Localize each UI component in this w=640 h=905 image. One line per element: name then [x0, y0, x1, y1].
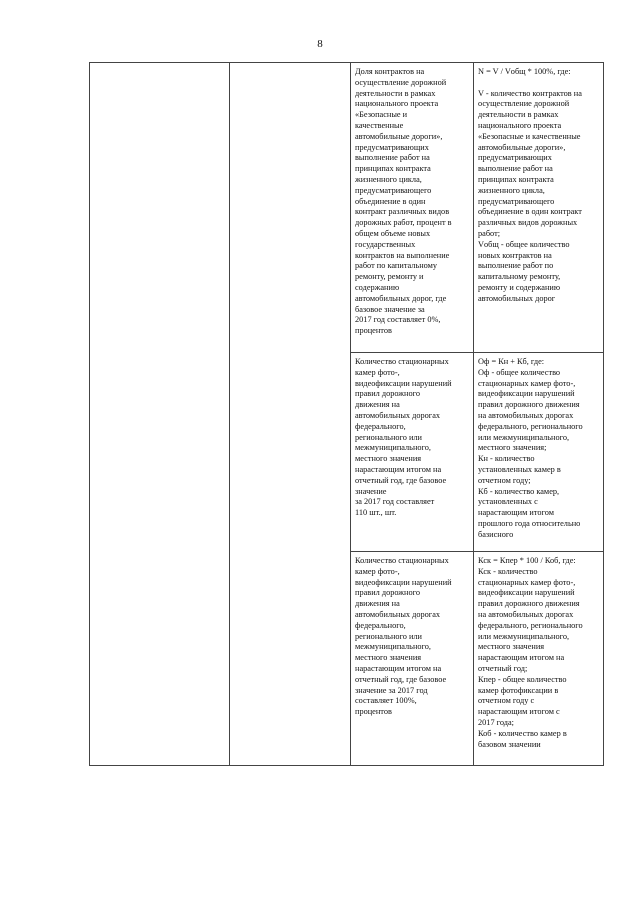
formula-cell [474, 63, 604, 353]
formula-text: N = V / Vобщ * 100%, где: V - количество контрактов на осуществление дорожной деятельности в рамках национального проекта «Безопасные и качественные автомобильные дороги», предусматривающих выполнение работ на принципах контракта жизненного цикла, предусматривающего объединение в один контракт различных видов дорожных работ; Vобщ - общее количество новых контрактов на выполнение работ по капитальному ремонту, ремонту и содержанию автомобильных дорог [478, 67, 582, 303]
empty-cell-col2 [230, 63, 351, 766]
indicator-text: Количество стационарных камер фото-, видеофиксации нарушений правил дорожного движения на автомобильных дорогах федерального, регионального или межмуниципального, местного значения нарастающим итогом на отчетный год, где базовое значение за 2017 год составляет 100%, процентов [355, 556, 452, 717]
formula-cell [474, 552, 604, 766]
indicator-cell [351, 63, 474, 353]
formula-text: Кск = Кпер * 100 / Коб, где: Кск - количество стационарных камер фото-, видеофиксации нарушений правил дорожного движения на автомобильных дорогах федерального, регионального или межмуниципального, местного значения нарастающим итогом на отчетный год; Кпер - общее количество камер фотофиксации в отчетном году с нарастающим итогом с 2017 года; Коб - количество камер в базовом значении [478, 556, 583, 749]
page-number: 8 [317, 38, 323, 50]
indicator-text: Количество стационарных камер фото-, видеофиксации нарушений правил дорожного движения на автомобильных дорогах федерального, регионального или межмуниципального, местного значения нарастающим итогом на отчетный год, где базовое значение за 2017 год составляет 110 шт., шт. [355, 357, 452, 518]
indicator-cell [351, 353, 474, 552]
formula-cell [474, 353, 604, 552]
empty-cell-col1 [90, 63, 230, 766]
table-row [90, 63, 604, 353]
indicator-cell [351, 552, 474, 766]
indicators-table [89, 62, 604, 766]
indicator-text: Доля контрактов на осуществление дорожной деятельности в рамках национального проекта «Безопасные и качественные автомобильные дороги», предусматривающих выполнение работ на принципах контракта жизненного цикла, предусматривающего объединение в один контракт различных видов дорожных работ, процент в общем объеме новых государственных контрактов на выполнение работ по капитальному ремонту, ремонту и содержанию автомобильных дорог, где базовое значение за 2017 год составляет 0%, процентов [355, 67, 452, 336]
formula-text: Оф = Кн + Кб, где: Оф - общее количество стационарных камер фото-, видеофиксации нарушений правил дорожного движения на автомобильных дорогах федерального, регионального или межмуниципального, местного значения; Кн - количество установленных камер в отчетном году; Кб - количество камер, установленных с нарастающим итогом прошлого года относительно базисного [478, 357, 583, 539]
